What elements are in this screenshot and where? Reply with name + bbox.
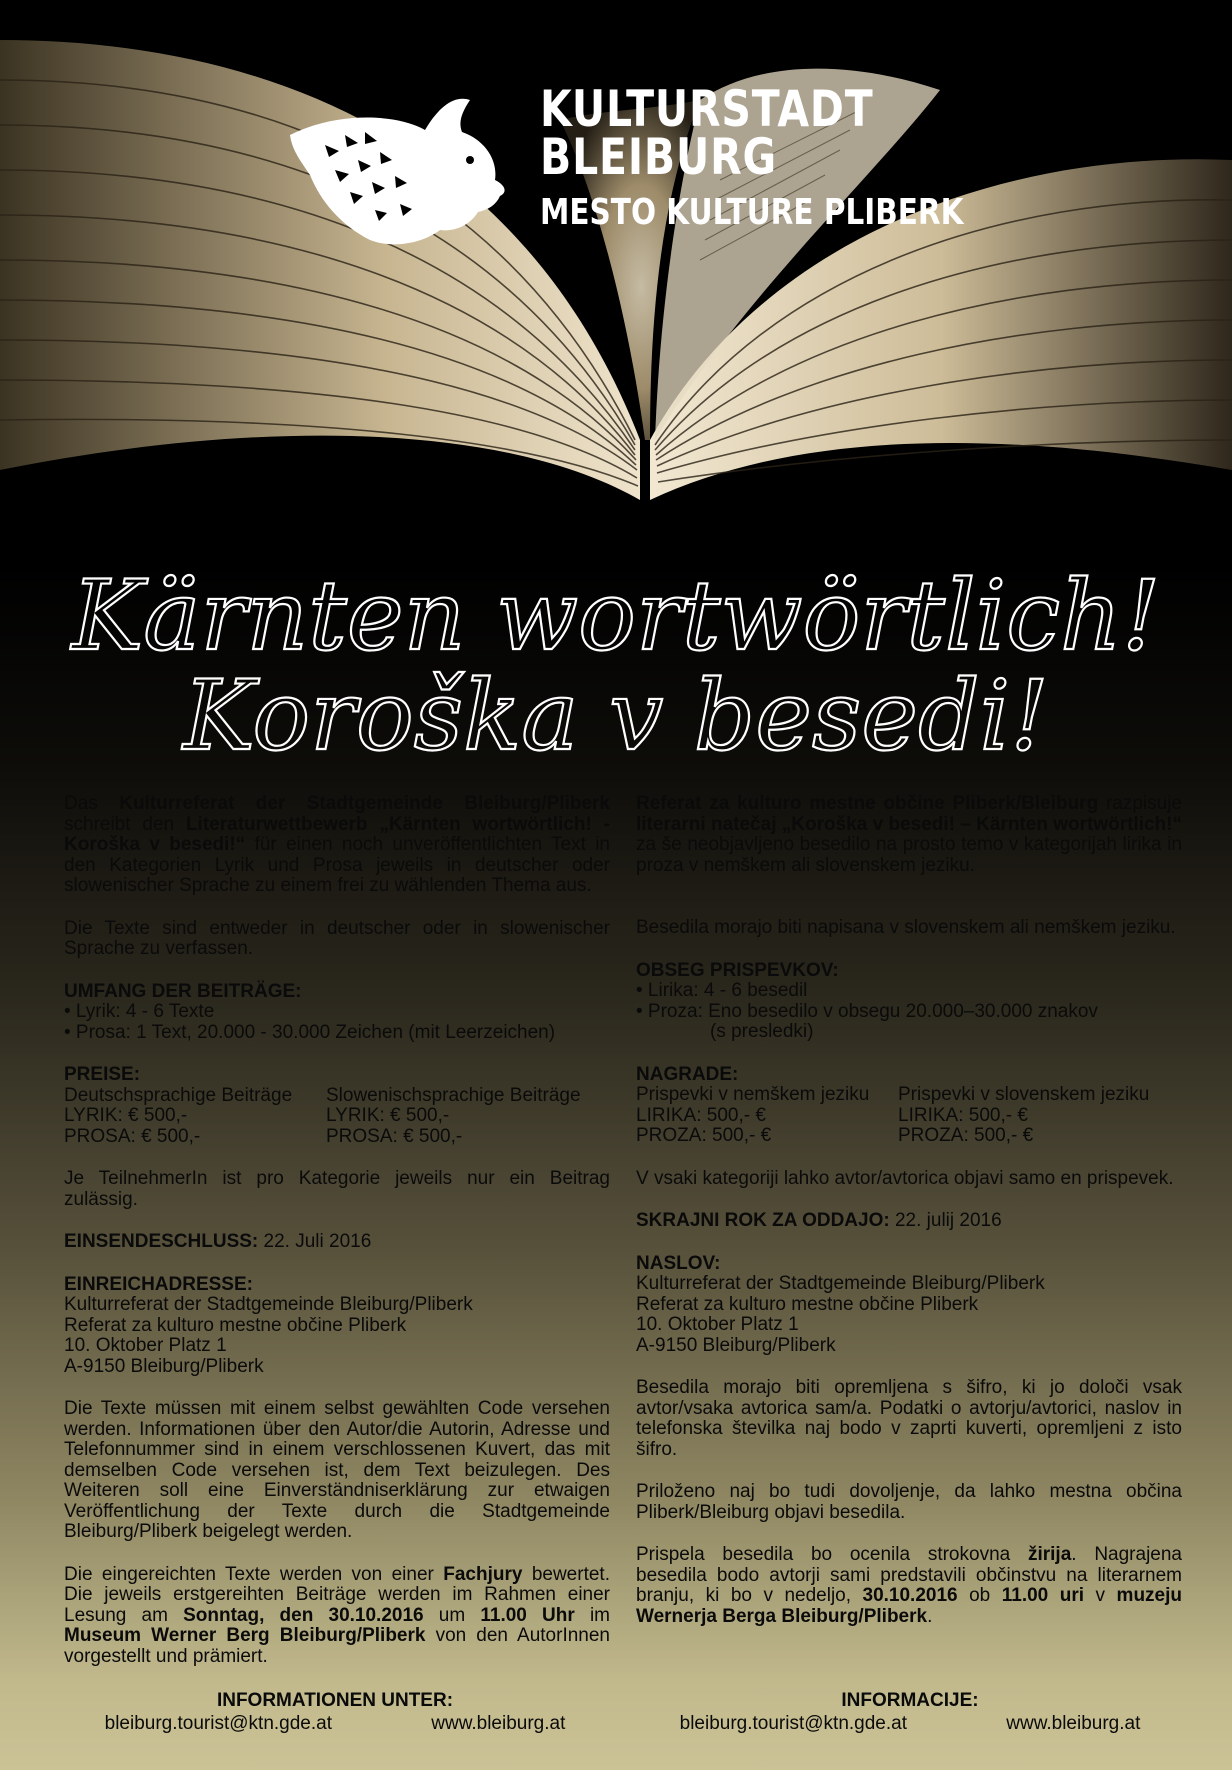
sl-footer — [630, 1690, 1190, 1736]
sl-code: Besedila morajo biti opremljena s šifro, ki jo določi vsak avtor/vsaka avtorica sam/a. Podatki o avtorju/avtorici, naslov in telefonska številka naj bodo v zaprti kuverti, opremljeni z isto šifro. — [636, 1377, 1182, 1460]
logo-line-kulturstadt: KULTURSTADT — [540, 80, 874, 138]
de-code: Die Texte müssen mit einem selbst gewählten Code versehen werden. Informationen über den Autor/die Autorin, Adresse und Telefonnummer sind in einem verschlossenen Kuvert, das mit demselben Code versehen ist, dem Text beizulegen. Des Weiteren soll eine Einverständniserklärung zur etwaigen Veröffentlichung der Texte durch die Stadtgemeinde Bleiburg/Pliberk beigelegt werden. — [64, 1398, 610, 1542]
de-jury-venue: Museum Werner Berg Bleiburg/Pliberk — [64, 1625, 426, 1646]
sl-jury-time: 11.00 uri — [1001, 1585, 1085, 1606]
de-footer-links — [55, 1712, 615, 1736]
sl-deadline-label: SKRAJNI ROK ZA ODDAJO: — [636, 1210, 890, 1231]
sl-scope-lirika: • Lirika: 4 - 6 besedil — [636, 980, 808, 1001]
prize-cell: Prispevki v slovenskem jeziku — [898, 1084, 1150, 1105]
de-deadline — [64, 1232, 610, 1253]
logo-line-bleiburg: BLEIBURG — [540, 128, 777, 186]
de-jury-text: Die eingereichten Texte werden von einer — [64, 1563, 444, 1585]
address-line: A-9150 Bleiburg/Pliberk — [636, 1334, 836, 1356]
sl-intro-competition: literarni natečaj „Koroška v besedi! – Kärnten wortwörtlich!“ — [636, 813, 1182, 835]
sl-jury-date: 30.10.2016 — [862, 1585, 958, 1606]
sl-jury-text: . — [927, 1605, 933, 1627]
sl-email-link[interactable]: bleiburg.tourist@ktn.gde.at — [679, 1713, 907, 1734]
address-line: Referat za kulturo mestne občine Pliberk — [64, 1314, 407, 1336]
de-intro-text: schreibt den — [64, 813, 186, 835]
prize-cell: PROZA: 500,- € — [898, 1125, 1034, 1146]
de-prizes — [64, 1065, 610, 1147]
prize-cell: Prispevki v nemškem jeziku — [636, 1084, 870, 1105]
address-line: 10. Oktober Platz 1 — [64, 1335, 227, 1356]
sl-jury-emph: žirija — [1027, 1544, 1072, 1565]
de-prizes-col-slovenian — [326, 1086, 610, 1148]
slovenian-column — [636, 794, 1182, 1649]
de-jury-text: bewertet. Die jeweils erstgereihten Beiträge werden im Rahmen einer Lesung am — [64, 1563, 610, 1626]
kulturstadt-logo-text — [540, 80, 1057, 235]
de-intro — [64, 794, 610, 897]
sl-deadline — [636, 1211, 1182, 1232]
sl-jury-text: Prispela besedila bo ocenila strokovna — [636, 1544, 1028, 1565]
de-jury-emph: Fachjury — [443, 1563, 523, 1585]
de-scope-prosa: • Prosa: 1 Text, 20.000 - 30.000 Zeichen (mit Leerzeichen) — [64, 1021, 556, 1043]
de-prizes-table — [64, 1086, 610, 1148]
title-german: Kärnten wortwörtlich! — [71, 560, 1161, 672]
de-email-link[interactable]: bleiburg.tourist@ktn.gde.at — [104, 1713, 332, 1734]
de-jury-text: im — [574, 1604, 611, 1626]
sl-jury-venue: muzeju Wernerja Berga Bleiburg/Pliberk — [636, 1585, 1182, 1627]
de-intro-text: Das — [64, 793, 120, 814]
de-footer — [55, 1690, 615, 1736]
sl-jury-text: ob — [957, 1585, 1002, 1606]
prize-cell: Slowenischsprachige Beiträge — [326, 1084, 581, 1106]
logo-line-mesto-kulture: MESTO KULTURE PLIBERK — [540, 192, 964, 233]
de-jury-time: 11.00 Uhr — [480, 1604, 575, 1626]
de-prizes-col-german — [64, 1086, 326, 1148]
sl-prizes-table — [636, 1085, 1182, 1147]
de-deadline-label: EINSENDESCHLUSS: — [64, 1231, 259, 1252]
prize-cell: LIRIKA: 500,- € — [636, 1104, 766, 1126]
de-language: Die Texte sind entweder in deutscher oder in slowenischer Sprache zu verfassen. — [64, 917, 610, 959]
sl-footer-links — [630, 1712, 1190, 1736]
sl-jury-text: v — [1084, 1585, 1117, 1606]
address-line: 10. Oktober Platz 1 — [636, 1314, 799, 1335]
german-column — [64, 794, 610, 1689]
sl-permission: Priloženo naj bo tudi dovoljenje, da lahko mestna občina Pliberk/Bleiburg objavi besedila. — [636, 1481, 1182, 1523]
de-jury-text: um — [423, 1604, 481, 1626]
de-prizes-heading: PREISE: — [64, 1064, 141, 1085]
de-address-heading: EINREICHADRESSE: — [64, 1273, 253, 1295]
prize-cell: PROZA: 500,- € — [636, 1125, 772, 1146]
sl-scope-heading: OBSEG PRISPEVKOV: — [636, 959, 839, 981]
de-scope-heading: UMFANG DER BEITRÄGE: — [64, 980, 302, 1002]
sl-language: Besedila morajo biti napisana v slovenskem ali nemškem jeziku. — [636, 917, 1176, 938]
sl-one-entry: V vsaki kategoriji lahko avtor/avtorica objavi samo en prispevek. — [636, 1167, 1174, 1189]
sl-deadline-value: 22. julij 2016 — [889, 1210, 1002, 1231]
sl-scope-proza: • Proza: Eno besedilo v obsegu 20.000–30.000 znakov — [636, 1000, 1098, 1022]
sl-intro-text: za še neobjavljeno besedilo na prosto temo v kategorijah lirika in proza v nemškem ali slovenskem jeziku. — [636, 834, 1182, 876]
de-scope — [64, 982, 610, 1044]
sl-scope — [636, 961, 1182, 1043]
hero-open-book-image — [0, 0, 1232, 560]
de-jury-text: von den AutorInnen vorgestellt und prämiert. — [64, 1625, 610, 1667]
address-line: Kulturreferat der Stadtgemeinde Bleiburg/Pliberk — [64, 1294, 473, 1315]
prize-cell: LYRIK: € 500,- — [64, 1105, 188, 1126]
prize-cell: PROSA: € 500,- — [64, 1125, 201, 1147]
address-line: Kulturreferat der Stadtgemeinde Bleiburg/Pliberk — [636, 1273, 1045, 1294]
de-web-link[interactable]: www.bleiburg.at — [431, 1713, 566, 1734]
prize-cell: LIRIKA: 500,- € — [898, 1104, 1028, 1126]
de-one-entry: Je TeilnehmerIn ist pro Kategorie jeweils nur ein Beitrag zulässig. — [64, 1168, 610, 1210]
title-slovenian: Koroška v besedi! — [183, 660, 1049, 772]
de-intro-text: für einen noch unveröffentlichten Text in den Kategorien Lyrik und Prosa jeweils in deutscher oder slowenischer Sprache zu einem frei zu wählenden Thema aus. — [64, 834, 610, 896]
sl-intro-text: razpisuje — [1098, 793, 1182, 814]
de-scope-lyrik: • Lyrik: 4 - 6 Texte — [64, 1001, 215, 1022]
de-deadline-value: 22. Juli 2016 — [258, 1231, 372, 1252]
de-address — [64, 1275, 610, 1378]
prize-cell: LYRIK: € 500,- — [326, 1105, 450, 1126]
address-line: A-9150 Bleiburg/Pliberk — [64, 1355, 264, 1377]
sl-jury — [636, 1545, 1182, 1627]
sl-web-link[interactable]: www.bleiburg.at — [1006, 1713, 1141, 1734]
sl-address — [636, 1254, 1182, 1357]
sl-intro — [636, 794, 1182, 876]
sl-scope-note: (s presledki) — [710, 1021, 814, 1042]
sl-intro-organizer: Referat za kulturo mestne občine Pliberk/Bleiburg — [636, 793, 1099, 814]
prize-cell: PROSA: € 500,- — [326, 1125, 463, 1147]
sl-footer-heading: INFORMACIJE: — [841, 1690, 979, 1711]
de-footer-heading: INFORMATIONEN UNTER: — [216, 1690, 454, 1711]
address-line: Referat za kulturo mestne občine Pliberk — [636, 1293, 979, 1315]
de-intro-competition: Literaturwettbewerb „Kärnten wortwörtlich! - Koroška v besedi!“ — [64, 813, 610, 855]
sl-prizes — [636, 1065, 1182, 1147]
sl-prizes-col-german — [636, 1085, 898, 1147]
de-jury-date: Sonntag, den 30.10.2016 — [183, 1604, 424, 1626]
sl-prizes-heading: NAGRADE: — [636, 1063, 739, 1085]
prize-cell: Deutschsprachige Beiträge — [64, 1084, 293, 1106]
de-intro-organizer: Kulturreferat der Stadtgemeinde Bleiburg/Pliberk — [119, 793, 611, 814]
sl-prizes-col-slovenian — [898, 1085, 1182, 1147]
de-jury — [64, 1565, 610, 1668]
sl-jury-text: . Nagrajena besedila bodo avtorji sami predstavili občinstvu na literarnem branju, ki bo v nedeljo, — [636, 1544, 1182, 1606]
sl-address-heading: NASLOV: — [636, 1252, 721, 1274]
